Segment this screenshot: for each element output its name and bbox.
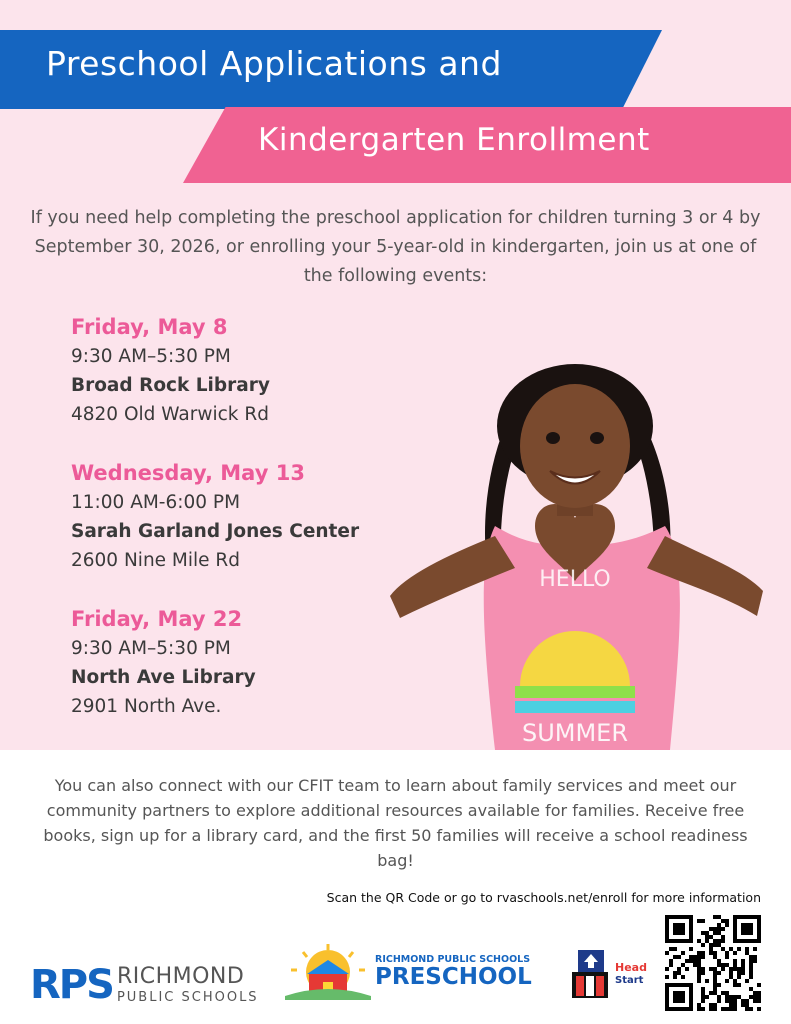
event-venue: Broad Rock Library [71, 375, 270, 396]
event-venue: North Ave Library [71, 667, 256, 688]
rps-name-line1: RICHMOND [116, 964, 245, 989]
bottom-paragraph: You can also connect with our CFIT team to learn about family services and meet our community partners to explore additional resources available for families. Receive free books, sign up for a library card, and the first 50 families will receive a school readiness bag! [43, 776, 748, 870]
event-time: 9:30 AM–5:30 PM [71, 638, 231, 659]
rps-name-line2: PUBLIC SCHOOLS [116, 990, 259, 1005]
head-start-logo [570, 948, 647, 1000]
shirt-text-top: HELLO [539, 567, 611, 592]
rps-logo [30, 962, 259, 1008]
event-venue: Sarah Garland Jones Center [71, 521, 360, 542]
title-line-2: Kindergarten Enrollment [258, 122, 650, 158]
shirt-text-bottom: SUMMER [521, 719, 629, 747]
event-3 [71, 604, 431, 721]
event-address: 2600 Nine Mile Rd [71, 550, 241, 571]
sun-schoolhouse-icon [285, 944, 371, 1000]
event-time: 11:00 AM-6:00 PM [71, 492, 241, 513]
event-time: 9:30 AM–5:30 PM [71, 346, 231, 367]
child-photo [385, 356, 765, 750]
preschool-logo [285, 944, 532, 1000]
scan-instructions: Scan the QR Code or go to rvaschools.net/enroll for more information [326, 890, 761, 905]
event-date: Friday, May 22 [71, 607, 243, 631]
event-date: Friday, May 8 [71, 315, 228, 339]
event-address: 2901 North Ave. [71, 696, 222, 717]
qr-code-icon [665, 915, 761, 1011]
intro-paragraph: If you need help completing the preschool application for children turning 3 or 4 by September 30, 2026, or enrolling your 5-year-old in kindergarten, join us at one of the following events: [30, 208, 761, 286]
event-2 [71, 458, 431, 575]
rps-mark: RPS [30, 962, 113, 1008]
title-line-1: Preschool Applications and [46, 44, 502, 83]
head-start-line1: Head [615, 961, 647, 974]
event-address: 4820 Old Warwick Rd [71, 404, 269, 425]
event-1 [71, 312, 431, 429]
preschool-line2: PRESCHOOL [375, 964, 532, 991]
preschool-line1: RICHMOND PUBLIC SCHOOLS [375, 953, 531, 965]
head-start-blocks-icon [570, 948, 614, 1000]
head-start-line2: Start [615, 975, 644, 986]
qr-code[interactable] [665, 915, 761, 1015]
event-date: Wednesday, May 13 [71, 461, 305, 485]
